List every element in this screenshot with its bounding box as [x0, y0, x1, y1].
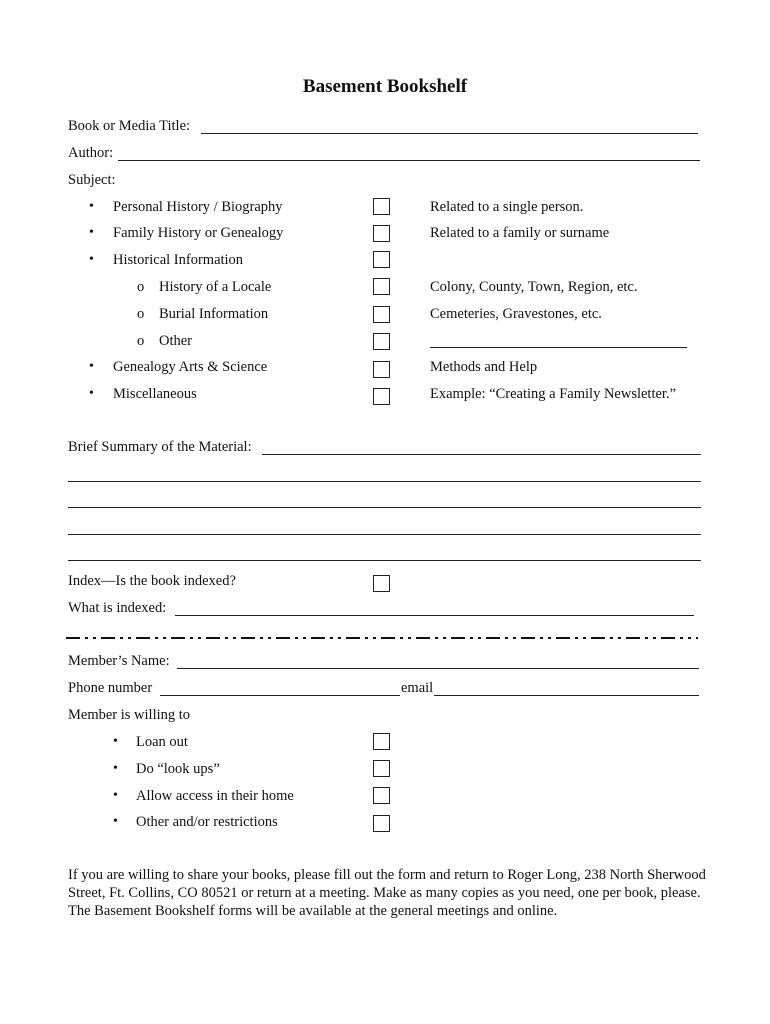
bullet-icon: • — [89, 225, 94, 240]
email-label: email — [401, 680, 434, 696]
subject-label-other: Other — [159, 333, 193, 349]
subject-label-history-of-locale: History of a Locale — [159, 279, 272, 295]
what-indexed-label: What is indexed: — [68, 600, 167, 616]
checkbox-other-restrictions[interactable] — [373, 815, 390, 832]
checkbox-personal-history[interactable] — [373, 198, 390, 215]
email-field[interactable] — [434, 695, 699, 696]
checkbox-other[interactable] — [373, 333, 390, 350]
bullet-icon: • — [89, 199, 94, 214]
instructions-paragraph: If you are willing to share your books, please fill out the form and return to Roger Long, 238 North Sherwood Street, Ft. Collins, CO 80521 or return at a meeting. Make as many copies as you need, one per book, please. The Basement Bookshelf forms will be available at the general meetings and online. — [68, 867, 706, 919]
bullet-icon: • — [113, 814, 118, 829]
summary-field-line-5[interactable] — [68, 560, 701, 561]
summary-field-line-2[interactable] — [68, 481, 701, 482]
option-label-loan-out: Loan out — [136, 734, 188, 750]
member-name-field[interactable] — [177, 668, 699, 669]
subject-note-history-of-locale: Colony, County, Town, Region, etc. — [430, 279, 638, 295]
bullet-icon: • — [113, 761, 118, 776]
summary-field-line-4[interactable] — [68, 534, 701, 535]
checkbox-genealogy-arts[interactable] — [373, 361, 390, 378]
subject-note-family-history: Related to a family or surname — [430, 225, 610, 241]
index-question-label: Index—Is the book indexed? — [68, 573, 236, 589]
other-subject-field[interactable] — [430, 347, 687, 348]
option-label-look-ups: Do “look ups” — [136, 761, 220, 777]
bullet-icon: • — [113, 788, 118, 803]
checkbox-historical-information[interactable] — [373, 251, 390, 268]
option-label-allow-access: Allow access in their home — [136, 788, 294, 804]
what-indexed-field[interactable] — [175, 615, 694, 616]
phone-field[interactable] — [160, 695, 400, 696]
subject-label-burial-information: Burial Information — [159, 306, 269, 322]
subject-label-family-history: Family History or Genealogy — [113, 225, 284, 241]
summary-field-line-3[interactable] — [68, 507, 701, 508]
member-willing-label: Member is willing to — [68, 707, 191, 723]
member-name-label: Member’s Name: — [68, 653, 170, 669]
subject-label-genealogy-arts: Genealogy Arts & Science — [113, 359, 268, 375]
phone-label: Phone number — [68, 680, 153, 696]
checkbox-look-ups[interactable] — [373, 760, 390, 777]
subject-label-miscellaneous: Miscellaneous — [113, 386, 197, 402]
checkbox-history-of-locale[interactable] — [373, 278, 390, 295]
subject-label-personal-history: Personal History / Biography — [113, 199, 283, 215]
author-field[interactable] — [118, 160, 700, 161]
form-title: Basement Bookshelf — [302, 76, 468, 97]
subject-note-miscellaneous: Example: “Creating a Family Newsletter.” — [430, 386, 677, 402]
subject-note-burial-information: Cemeteries, Gravestones, etc. — [430, 306, 602, 322]
subject-label-historical-information: Historical Information — [113, 252, 244, 268]
checkbox-family-history[interactable] — [373, 225, 390, 242]
circle-bullet-icon: o — [137, 333, 145, 349]
checkbox-indexed[interactable] — [373, 575, 390, 592]
subject-note-personal-history: Related to a single person. — [430, 199, 584, 215]
author-label: Author: — [68, 145, 114, 161]
subject-label: Subject: — [68, 172, 116, 188]
book-title-field[interactable] — [201, 133, 698, 134]
checkbox-miscellaneous[interactable] — [373, 388, 390, 405]
summary-label: Brief Summary of the Material: — [68, 439, 252, 455]
book-title-label: Book or Media Title: — [68, 118, 191, 134]
circle-bullet-icon: o — [137, 279, 145, 295]
checkbox-loan-out[interactable] — [373, 733, 390, 750]
checkbox-allow-access[interactable] — [373, 787, 390, 804]
bullet-icon: • — [89, 252, 94, 267]
circle-bullet-icon: o — [137, 306, 145, 322]
option-label-other-restrictions: Other and/or restrictions — [136, 814, 278, 830]
bullet-icon: • — [89, 386, 94, 401]
bullet-icon: • — [89, 359, 94, 374]
checkbox-burial-information[interactable] — [373, 306, 390, 323]
summary-field-line-1[interactable] — [262, 454, 701, 455]
cut-line-divider — [66, 637, 698, 639]
bullet-icon: • — [113, 734, 118, 749]
subject-note-genealogy-arts: Methods and Help — [430, 359, 538, 375]
